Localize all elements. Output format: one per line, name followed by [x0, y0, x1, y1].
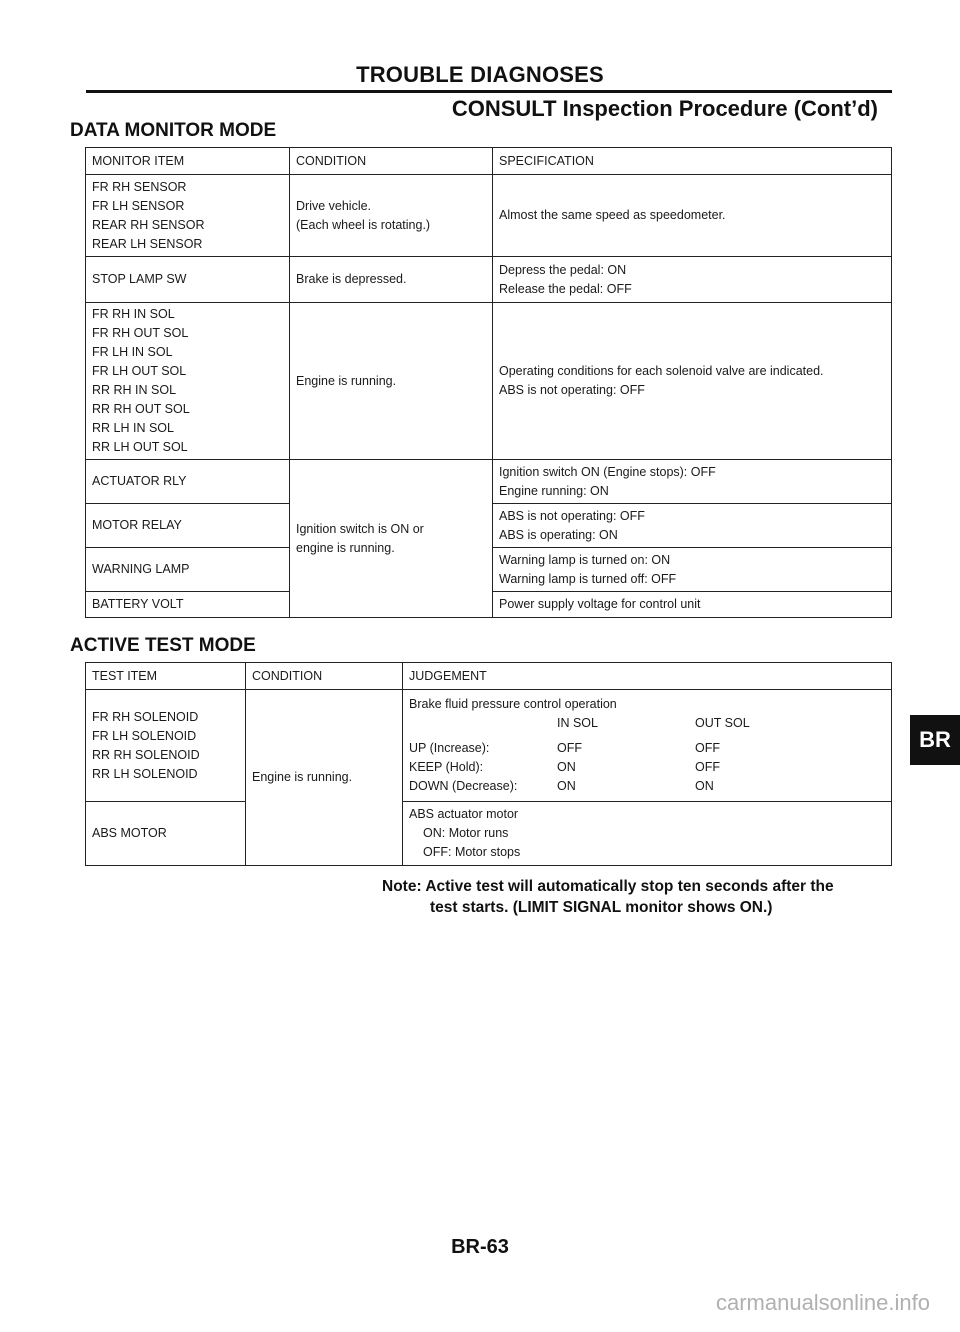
- table-row: [86, 690, 892, 802]
- spec-text: Ignition switch ON (Engine stops): OFF: [499, 464, 716, 479]
- sol-row: [409, 739, 885, 758]
- spec-cell: [493, 548, 892, 592]
- judgement-cell: [403, 802, 892, 866]
- condition-text: Brake is depressed.: [296, 272, 407, 286]
- sol-out-value: OFF: [695, 741, 720, 755]
- column-header: TEST ITEM: [86, 663, 246, 690]
- table-row: [86, 802, 892, 866]
- monitor-item-cell: [86, 504, 290, 548]
- judgement-text: OFF: Motor stops: [423, 845, 521, 859]
- sol-header: IN SOL: [557, 716, 598, 730]
- sol-out-value: OFF: [695, 760, 720, 774]
- sol-header: OUT SOL: [695, 716, 750, 730]
- spec-text: Warning lamp is turned off: OFF: [499, 571, 677, 586]
- monitor-item-cell: [86, 257, 290, 303]
- spec-cell: [493, 504, 892, 548]
- monitor-item: BATTERY VOLT: [92, 597, 184, 611]
- monitor-item-cell: [86, 460, 290, 504]
- shared-condition-cell: [290, 460, 493, 618]
- test-item-cell: [86, 690, 246, 802]
- page-subtitle: CONSULT Inspection Procedure (Cont’d): [451, 96, 878, 121]
- condition-text: Drive vehicle.: [296, 198, 372, 213]
- condition-text: (Each wheel is rotating.): [296, 217, 431, 232]
- table-header-row: [86, 663, 892, 690]
- spec-text: ABS is not operating: OFF: [499, 383, 645, 397]
- spec-text: Engine running: ON: [499, 483, 609, 498]
- monitor-item-cell: [86, 303, 290, 460]
- table-row: [86, 175, 892, 257]
- section-tab: BR: [910, 715, 960, 765]
- condition-cell: [246, 690, 403, 866]
- column-header: MONITOR ITEM: [86, 148, 290, 175]
- monitor-item: WARNING LAMP: [92, 562, 190, 576]
- monitor-item-cell: [86, 592, 290, 618]
- spec-text: Power supply voltage for control unit: [499, 597, 701, 611]
- note: [382, 876, 892, 918]
- monitor-item-cell: [86, 175, 290, 257]
- test-item: FR RH SOLENOID: [92, 709, 199, 724]
- active-test-table: [85, 662, 892, 866]
- sol-mode: DOWN (Decrease):: [409, 779, 518, 793]
- monitor-item-cell: [86, 548, 290, 592]
- condition-text: Ignition switch is ON or: [296, 521, 424, 536]
- judgement-text: ABS actuator motor: [409, 807, 519, 821]
- table-row: [86, 303, 892, 460]
- sol-header-row: [409, 714, 885, 733]
- spec-text: ABS is operating: ON: [499, 527, 618, 542]
- spec-text: Depress the pedal: ON: [499, 262, 627, 277]
- spec-cell: [493, 257, 892, 303]
- test-item: RR LH SOLENOID: [92, 766, 198, 781]
- spec-text: ABS is not operating: OFF: [499, 508, 645, 523]
- monitor-item: RR RH OUT SOL: [92, 402, 190, 416]
- spec-text: Release the pedal: OFF: [499, 281, 632, 296]
- table-row: [86, 257, 892, 303]
- monitor-item: FR LH IN SOL: [92, 345, 173, 359]
- spec-text: Operating conditions for each solenoid valve are indicated.: [499, 364, 824, 378]
- test-item: FR LH SOLENOID: [92, 728, 197, 743]
- sol-in-value: ON: [557, 779, 576, 793]
- sol-mode: KEEP (Hold):: [409, 760, 484, 774]
- data-monitor-table: [85, 147, 892, 618]
- sol-mode: UP (Increase):: [409, 741, 490, 755]
- condition-cell: [290, 257, 493, 303]
- table-row: [86, 460, 892, 504]
- monitor-item: RR RH IN SOL: [92, 383, 177, 397]
- monitor-item: REAR LH SENSOR: [92, 236, 203, 251]
- monitor-item: MOTOR RELAY: [92, 518, 182, 532]
- spec-text: Warning lamp is turned on: ON: [499, 552, 671, 567]
- test-item: RR RH SOLENOID: [92, 747, 200, 762]
- condition-text: Engine is running.: [252, 770, 353, 784]
- monitor-item: RR LH OUT SOL: [92, 440, 188, 454]
- sol-in-value: OFF: [557, 741, 582, 755]
- note-line: Note: Active test will automatically stop ten seconds after the: [382, 878, 834, 895]
- sol-out-value: ON: [695, 779, 714, 793]
- judgement-text: ON: Motor runs: [423, 826, 509, 840]
- page-number: BR-63: [451, 1236, 509, 1258]
- test-item-cell: [86, 802, 246, 866]
- judgement-text: Brake fluid pressure control operation: [409, 697, 617, 711]
- monitor-item: RR LH IN SOL: [92, 421, 174, 435]
- monitor-item: FR LH OUT SOL: [92, 364, 187, 378]
- spec-text: Almost the same speed as speedometer.: [499, 208, 726, 222]
- sol-row: [409, 758, 885, 777]
- monitor-item: FR LH SENSOR: [92, 198, 185, 213]
- monitor-item: FR RH SENSOR: [92, 179, 187, 194]
- test-item: ABS MOTOR: [92, 826, 167, 840]
- spec-cell: [493, 303, 892, 460]
- page-title: TROUBLE DIAGNOSES: [356, 62, 604, 87]
- monitor-item: FR RH IN SOL: [92, 307, 175, 321]
- condition-text: engine is running.: [296, 540, 395, 555]
- sol-row: [409, 777, 885, 796]
- judgement-cell: [403, 690, 892, 802]
- sol-in-value: ON: [557, 760, 576, 774]
- data-monitor-title: DATA MONITOR MODE: [70, 120, 277, 141]
- table-header-row: [86, 148, 892, 175]
- column-header: JUDGEMENT: [403, 663, 892, 690]
- spec-cell: [493, 175, 892, 257]
- monitor-item: FR RH OUT SOL: [92, 326, 189, 340]
- note-line: test starts. (LIMIT SIGNAL monitor shows ON.): [430, 899, 773, 916]
- condition-cell: [290, 175, 493, 257]
- condition-text: Engine is running.: [296, 373, 397, 388]
- column-header: CONDITION: [246, 663, 403, 690]
- spec-cell: [493, 592, 892, 618]
- column-header: CONDITION: [290, 148, 493, 175]
- spec-cell: [493, 460, 892, 504]
- monitor-item: STOP LAMP SW: [92, 272, 187, 286]
- monitor-item: ACTUATOR RLY: [92, 474, 187, 488]
- active-test-title: ACTIVE TEST MODE: [70, 635, 256, 656]
- condition-cell: [290, 303, 493, 460]
- monitor-item: REAR RH SENSOR: [92, 217, 205, 232]
- column-header: SPECIFICATION: [493, 148, 892, 175]
- watermark: carmanualsonline.info: [715, 1290, 930, 1315]
- title-rule: [86, 90, 892, 93]
